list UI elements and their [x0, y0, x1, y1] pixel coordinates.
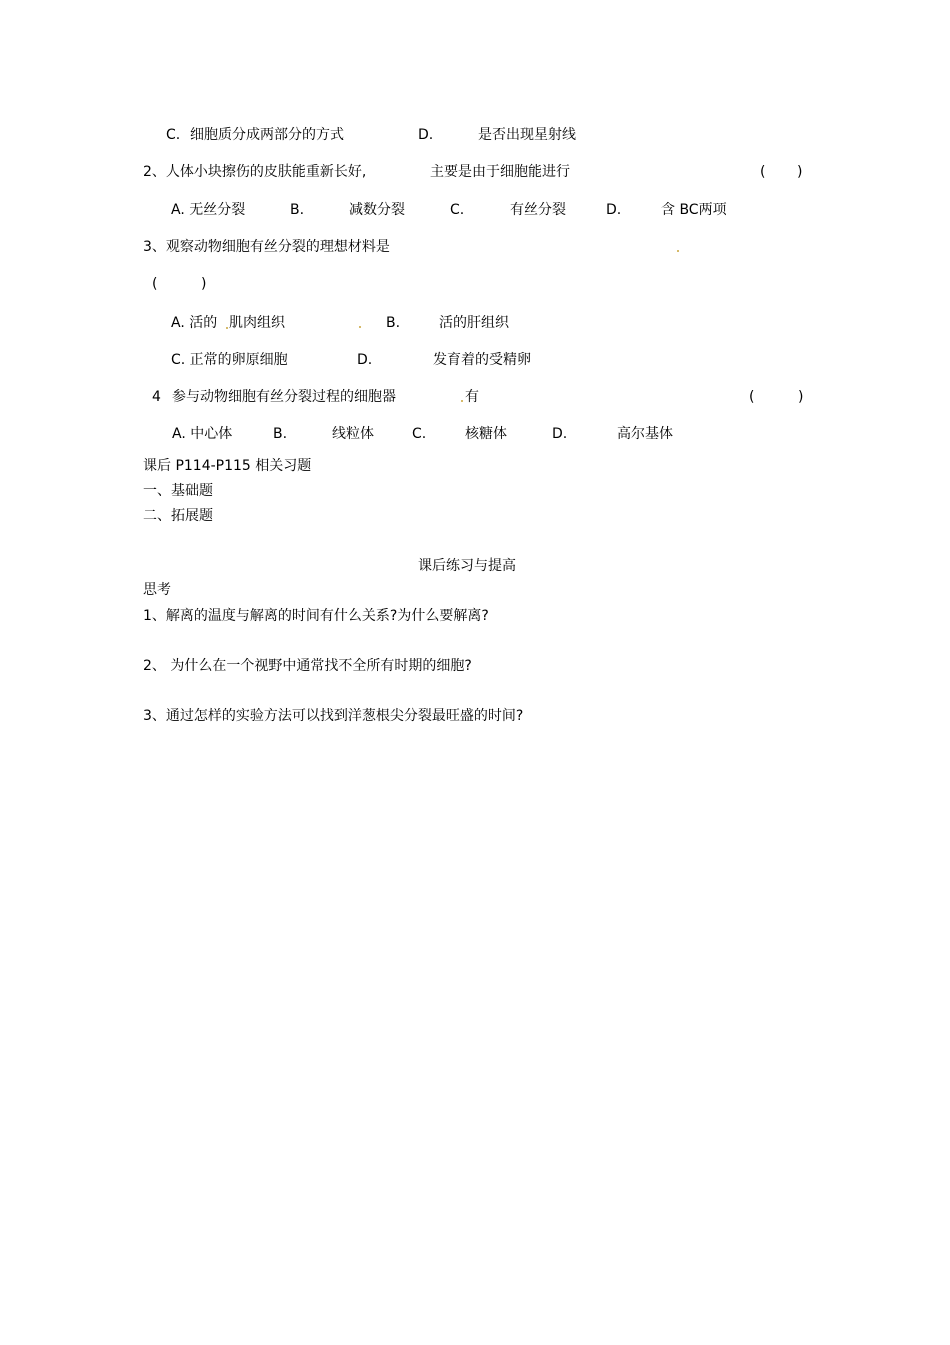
q3-option-a-part2: 肌肉组织 — [229, 315, 285, 331]
q2-paren-open: ( — [760, 164, 766, 180]
practice-think-label: 思考 — [143, 582, 171, 598]
q4-paren-open: ( — [749, 389, 755, 405]
q2-option-c-letter: C. — [450, 202, 465, 218]
homework-item-basic: 一、基础题 — [143, 483, 213, 499]
q1-option-c-letter: C. — [166, 127, 181, 143]
q3-option-d-letter: D. — [357, 352, 373, 368]
practice-question-2: 2、 为什么在一个视野中通常找不全所有时期的细胞? — [143, 658, 472, 674]
q3-option-d-text: 发育着的受精卵 — [433, 352, 531, 368]
stray-mark — [359, 326, 361, 328]
homework-item-extended: 二、拓展题 — [143, 508, 213, 524]
q4-option-d-letter: D. — [552, 426, 568, 442]
q2-stem-part1: 2、人体小块擦伤的皮肤能重新长好, — [143, 164, 367, 180]
q3-paren-open: ( — [152, 276, 158, 292]
q3-paren-close: ) — [201, 276, 207, 292]
q4-stem-end: 有 — [465, 389, 479, 405]
q4-option-a: A. 中心体 — [172, 426, 233, 442]
q2-option-c-text: 有丝分裂 — [510, 202, 566, 218]
q2-option-d-letter: D. — [606, 202, 622, 218]
q4-option-b-text: 线粒体 — [332, 426, 374, 442]
practice-heading: 课后练习与提高 — [418, 558, 516, 574]
q4-option-b-letter: B. — [273, 426, 288, 442]
q2-option-b-text: 减数分裂 — [349, 202, 405, 218]
q4-number: 4 — [152, 389, 161, 405]
q4-paren-close: ) — [798, 389, 804, 405]
stray-mark — [461, 400, 463, 402]
q4-option-c-text: 核糖体 — [465, 426, 507, 442]
practice-question-3: 3、通过怎样的实验方法可以找到洋葱根尖分裂最旺盛的时间? — [143, 708, 524, 724]
homework-title: 课后 P114-P115 相关习题 — [143, 458, 312, 474]
q2-option-a: A. 无丝分裂 — [171, 202, 246, 218]
q4-option-d-text: 高尔基体 — [617, 426, 673, 442]
q2-paren-close: ) — [797, 164, 803, 180]
q4-stem: 参与动物细胞有丝分裂过程的细胞器 — [172, 389, 396, 405]
q3-option-b-letter: B. — [386, 315, 401, 331]
q1-option-d-text: 是否出现星射线 — [478, 127, 576, 143]
q4-option-c-letter: C. — [412, 426, 427, 442]
q1-option-d-letter: D. — [418, 127, 434, 143]
q1-option-c-text: 细胞质分成两部分的方式 — [190, 127, 344, 143]
q3-option-b-text: 活的肝组织 — [439, 315, 509, 331]
stray-mark — [677, 250, 679, 252]
q3-option-a-part1: A. 活的 — [171, 315, 218, 331]
q2-stem-part2: 主要是由于细胞能进行 — [430, 164, 570, 180]
practice-question-1: 1、解离的温度与解离的时间有什么关系?为什么要解离? — [143, 608, 489, 624]
stray-mark — [226, 327, 228, 329]
q3-option-c: C. 正常的卵原细胞 — [171, 352, 288, 368]
q3-stem: 3、观察动物细胞有丝分裂的理想材料是 — [143, 239, 390, 255]
q2-option-b-letter: B. — [290, 202, 305, 218]
q2-option-d-text: 含 BC两项 — [661, 202, 727, 218]
